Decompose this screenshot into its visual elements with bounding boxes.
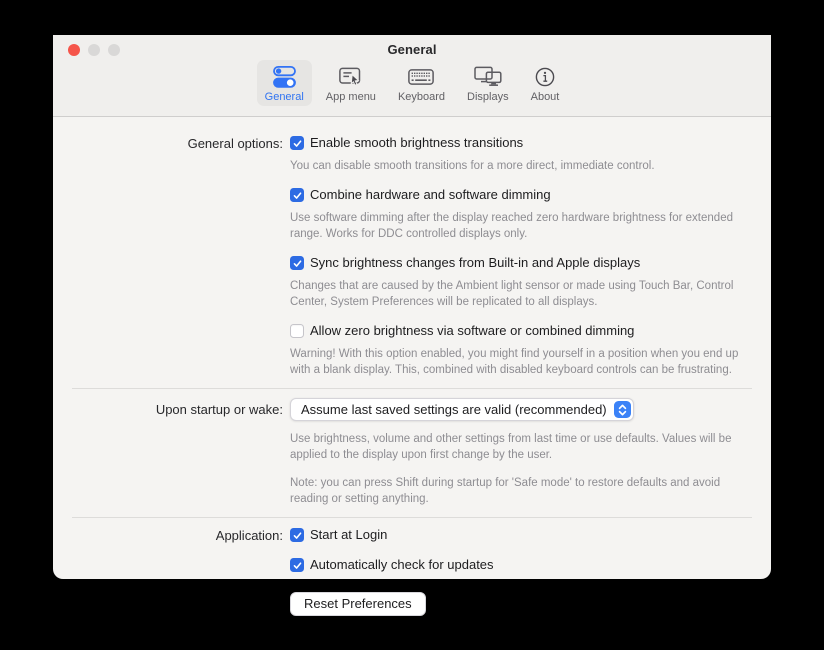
tab-general[interactable] xyxy=(257,60,312,106)
start-at-login-checkbox[interactable] xyxy=(290,528,304,542)
tab-keyboard[interactable] xyxy=(390,60,453,106)
sync-brightness-description: Changes that are caused by the Ambient light sensor or made using Touch Bar, Control Center, System Preferences will be replicated to all displays. xyxy=(290,280,734,308)
traffic-lights xyxy=(68,44,120,56)
tab-keyboard-label: Keyboard xyxy=(397,91,446,103)
start-at-login-label: Start at Login xyxy=(310,527,388,542)
zero-brightness-checkbox[interactable] xyxy=(290,324,304,338)
keyboard-icon xyxy=(407,64,435,90)
checkbox-row-start-at-login[interactable] xyxy=(290,527,771,543)
sync-brightness-label: Sync brightness changes from Built-in and Apple displays xyxy=(310,255,641,270)
startup-label: Upon startup or wake: xyxy=(155,402,283,417)
section-divider xyxy=(72,388,752,389)
toggles-icon xyxy=(271,64,298,90)
smooth-transitions-checkbox[interactable] xyxy=(290,136,304,150)
tab-displays[interactable] xyxy=(459,60,517,106)
tab-general-label: General xyxy=(264,91,304,103)
combine-dimming-label: Combine hardware and software dimming xyxy=(310,187,551,202)
tab-app-menu-label: App menu xyxy=(325,91,376,103)
zero-brightness-label: Allow zero brightness via software or combined dimming xyxy=(310,323,635,338)
option-combine-dimming xyxy=(290,187,771,242)
startup-popup-button[interactable] xyxy=(290,398,634,421)
combine-dimming-checkbox[interactable] xyxy=(290,188,304,202)
startup-description: Use brightness, volume and other settings from last time or use defaults. Values will be applied to the display upon first change by the user. xyxy=(290,433,732,461)
general-options-label: General options: xyxy=(187,136,283,151)
menu-cursor-icon xyxy=(338,64,363,90)
smooth-transitions-description: You can disable smooth transitions for a more direct, immediate control. xyxy=(290,160,655,172)
section-divider xyxy=(72,517,752,518)
general-options-row xyxy=(53,135,771,378)
settings-content xyxy=(53,117,771,616)
startup-note: Note: you can press Shift during startup for 'Safe mode' to restore defaults and avoid reading or setting anything. xyxy=(290,477,721,505)
checkbox-row-sync-brightness[interactable] xyxy=(290,255,771,271)
checkbox-row-zero-brightness[interactable] xyxy=(290,323,771,339)
tab-about[interactable] xyxy=(523,60,568,106)
checkbox-row-smooth-transitions[interactable] xyxy=(290,135,771,151)
tab-displays-label: Displays xyxy=(467,91,509,103)
window-title: General xyxy=(387,42,437,57)
auto-updates-label: Automatically check for updates xyxy=(310,557,494,572)
application-row xyxy=(53,527,771,616)
smooth-transitions-label: Enable smooth brightness transitions xyxy=(310,135,524,150)
application-label: Application: xyxy=(215,528,283,543)
tab-app-menu[interactable] xyxy=(318,60,384,106)
popup-chevrons-icon xyxy=(614,401,631,418)
option-zero-brightness xyxy=(290,323,771,378)
startup-popup-value: Assume last saved settings are valid (recommended) xyxy=(301,402,607,417)
auto-updates-checkbox[interactable] xyxy=(290,558,304,572)
tab-about-label: About xyxy=(530,91,560,103)
combine-dimming-description: Use software dimming after the display reached zero hardware brightness for extended range. Works for DDC controlled displays only. xyxy=(290,212,733,240)
option-smooth-transitions xyxy=(290,135,771,174)
zero-brightness-description: Warning! With this option enabled, you might find yourself in a position when you end up with a blank display. This, combined with disabled keyboard controls can be frustrating. xyxy=(290,348,739,376)
reset-preferences-button[interactable]: Reset Preferences xyxy=(290,592,426,616)
option-sync-brightness xyxy=(290,255,771,310)
zoom-button[interactable] xyxy=(108,44,120,56)
checkbox-row-auto-updates[interactable] xyxy=(290,557,771,573)
toolbar-tabs xyxy=(53,60,771,106)
titlebar xyxy=(53,35,771,117)
startup-row xyxy=(53,398,771,507)
close-button[interactable] xyxy=(68,44,80,56)
checkbox-row-combine-dimming[interactable] xyxy=(290,187,771,203)
sync-brightness-checkbox[interactable] xyxy=(290,256,304,270)
displays-icon xyxy=(473,64,503,90)
info-icon xyxy=(534,64,556,90)
minimize-button[interactable] xyxy=(88,44,100,56)
preferences-window xyxy=(53,35,771,611)
